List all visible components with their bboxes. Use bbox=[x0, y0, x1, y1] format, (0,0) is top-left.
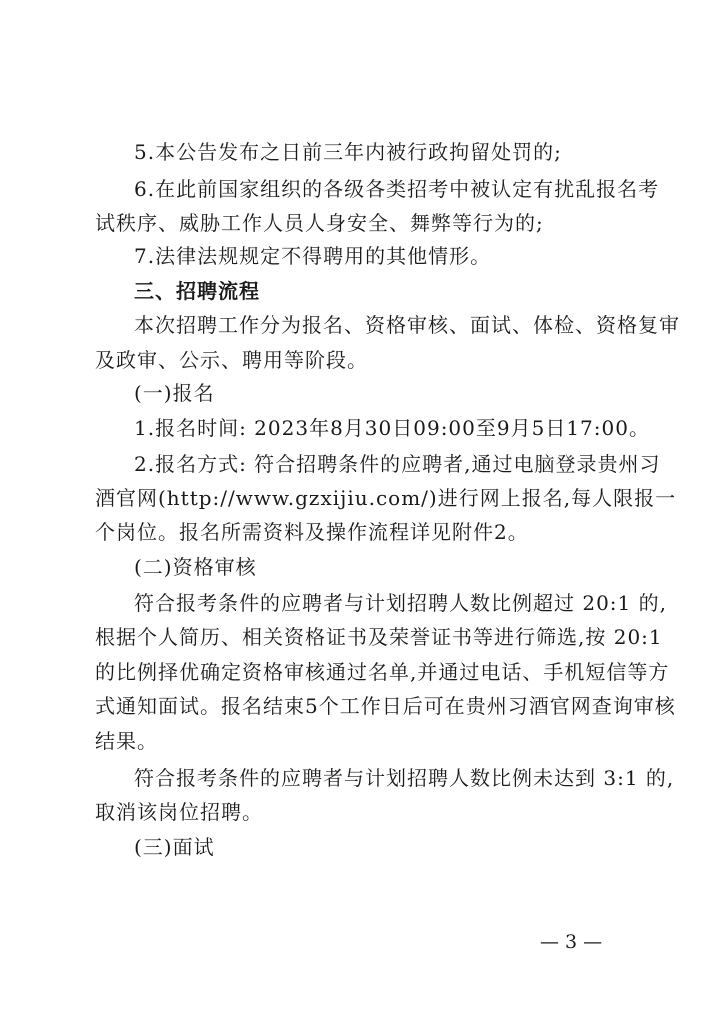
page-number: — 3 — bbox=[540, 931, 603, 953]
text-line: 试秩序、威胁工作人员人身安全、舞弊等行为的; bbox=[95, 211, 544, 235]
section-heading: 三、招聘流程 bbox=[134, 279, 260, 303]
text-line: 本次招聘工作分为报名、资格审核、面试、体检、资格复审 bbox=[134, 313, 680, 337]
text-line: 及政审、公示、聘用等阶段。 bbox=[95, 348, 368, 372]
text-line: 酒官网(http://www.gzxijiu.com/)进行网上报名,每人限报一 bbox=[95, 486, 677, 510]
text-line: 7.法律法规规定不得聘用的其他情形。 bbox=[134, 244, 492, 268]
text-line: 结果。 bbox=[95, 729, 158, 753]
text-line: 式通知面试。报名结束5个工作日后可在贵州习酒官网查询审核 bbox=[95, 694, 676, 718]
text-line: 1.报名时间: 2023年8月30日09:00至9月5日17:00。 bbox=[134, 416, 650, 440]
text-line: 6.在此前国家组织的各级各类招考中被认定有扰乱报名考 bbox=[134, 177, 660, 201]
text-line: 的比例择优确定资格审核通过名单,并通过电话、手机短信等方 bbox=[95, 660, 670, 684]
subsection-heading: (一)报名 bbox=[134, 381, 215, 405]
text-line: 取消该岗位招聘。 bbox=[95, 800, 263, 824]
subsection-heading: (三)面试 bbox=[134, 835, 215, 859]
text-line: 根据个人简历、相关资格证书及荣誉证书等进行筛选,按 20:1 bbox=[95, 625, 663, 649]
text-line: 2.报名方式: 符合招聘条件的应聘者,通过电脑登录贵州习 bbox=[134, 452, 661, 476]
text-line: 个岗位。报名所需资料及操作流程详见附件2。 bbox=[95, 520, 529, 544]
subsection-heading: (二)资格审核 bbox=[134, 555, 257, 579]
text-line: 符合报考条件的应聘者与计划招聘人数比例超过 20:1 的, bbox=[134, 591, 667, 615]
text-line: 5.本公告发布之日前三年内被行政拘留处罚的; bbox=[134, 140, 562, 164]
text-line: 符合报考条件的应聘者与计划招聘人数比例未达到 3:1 的, bbox=[134, 766, 675, 790]
